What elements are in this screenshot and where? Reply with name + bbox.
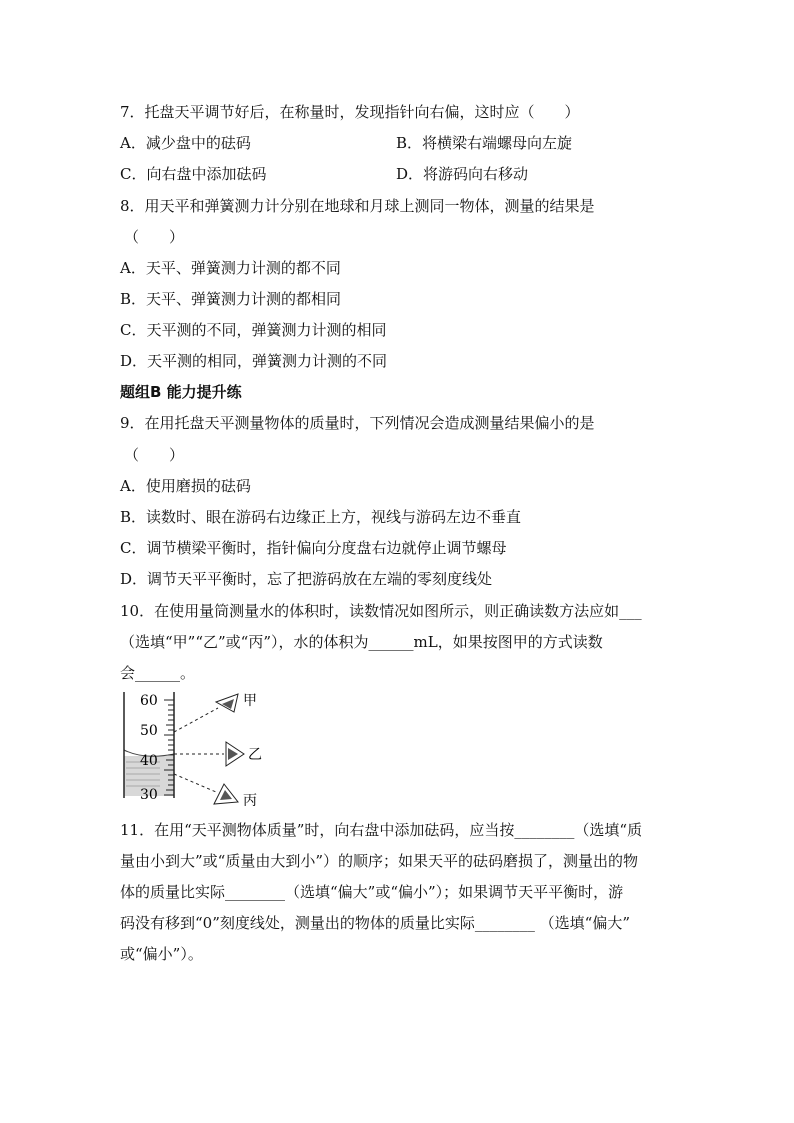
q9-option-b: B．读数时、眼在游码右边缘正上方，视线与游码左边不垂直	[120, 508, 522, 526]
label-yi: 乙	[248, 747, 262, 763]
q10-line-2: （选填“甲”“乙”或“丙”），水的体积为______mL，如果按图甲的方式读数	[120, 633, 603, 651]
eye-icon-yi	[226, 742, 244, 766]
q11-line-5: 或“偏小”）。	[120, 945, 203, 963]
q9-option-c: C．调节横梁平衡时，指针偏向分度盘右边就停止调节螺母	[120, 539, 507, 557]
q10-line-1: 10．在使用量筒测量水的体积时，读数情况如图所示，则正确读数方法应如___	[120, 602, 642, 620]
q8-option-b: B．天平、弹簧测力计测的都相同	[120, 290, 342, 308]
q7-option-d: D．将游码向右移动	[396, 165, 529, 183]
tick-label-40: 40	[140, 753, 158, 769]
label-bing: 丙	[243, 793, 257, 806]
q7-option-c: C．向右盘中添加砝码	[120, 165, 267, 183]
q8-option-d: D．天平测的相同，弹簧测力计测的不同	[120, 352, 388, 370]
q11-line-4: 码没有移到“0”刻度线处，测量出的物体的质量比实际________ （选填“偏大”	[120, 914, 630, 932]
q11-line-1: 11．在用“天平测物体质量”时，向右盘中添加砝码，应当按________（选填“质	[120, 821, 643, 839]
graduated-cylinder-figure	[110, 688, 280, 806]
q11-line-2: 量由小到大”或“质量由大到小”）的顺序；如果天平的砝码磨损了，测量出的物	[120, 852, 639, 870]
eye-icon-bing	[214, 784, 238, 804]
label-jia: 甲	[243, 693, 257, 709]
q7-option-b: B．将横梁右端螺母向左旋	[396, 134, 573, 152]
q9-answer-paren: （ ）	[124, 446, 185, 464]
eye-icon-jia	[216, 694, 238, 712]
section-heading: 题组B 能力提升练	[120, 383, 242, 401]
q8-option-a: A．天平、弹簧测力计测的都不同	[120, 259, 341, 277]
q10-line-3: 会______。	[120, 664, 196, 682]
sight-lines	[174, 708, 224, 792]
q8-answer-paren: （ ）	[124, 228, 185, 246]
q8-stem: 8．用天平和弹簧测力计分别在地球和月球上测同一物体，测量的结果是	[120, 197, 595, 215]
q11-line-3: 体的质量比实际________（选填“偏大”或“偏小”）；如果调节天平平衡时，游	[120, 883, 624, 901]
q7-option-a: A．减少盘中的砝码	[120, 134, 251, 152]
q9-stem: 9．在用托盘天平测量物体的质量时，下列情况会造成测量结果偏小的是	[120, 414, 595, 432]
tick-label-60: 60	[140, 693, 158, 709]
tick-label-30: 30	[140, 787, 158, 803]
q7-stem: 7．托盘天平调节好后，在称量时，发现指针向右偏，这时应（ ）	[120, 103, 580, 121]
q9-option-d: D．调节天平平衡时，忘了把游码放在左端的零刻度线处	[120, 570, 493, 588]
q8-option-c: C．天平测的不同，弹簧测力计测的相同	[120, 321, 387, 339]
q9-option-a: A．使用磨损的砝码	[120, 477, 251, 495]
tick-label-50: 50	[140, 723, 158, 739]
